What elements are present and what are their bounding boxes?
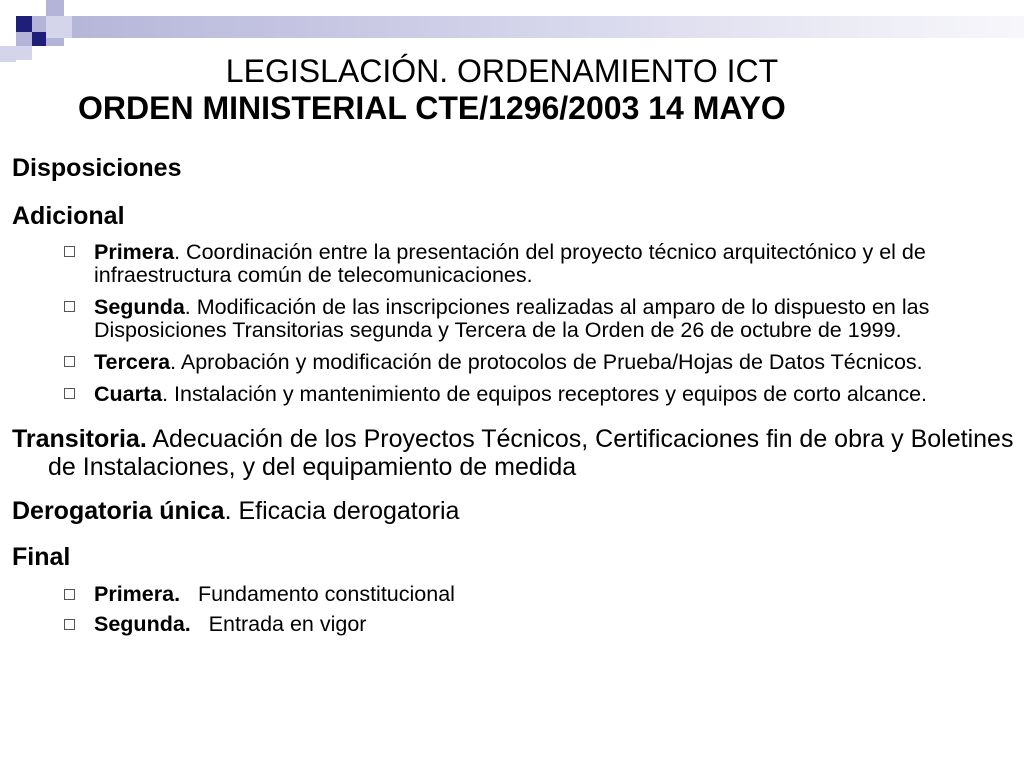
list-item xyxy=(12,296,1016,342)
item-label: Primera xyxy=(94,240,175,264)
derogatoria-paragraph xyxy=(12,497,1016,525)
slide-title: LEGISLACIÓN. ORDENAMIENTO ICT xyxy=(225,53,779,89)
item-text: . Instalación y mantenimiento de equipos receptores y equipos de corto alcance. xyxy=(162,382,928,406)
transitoria-text: Adecuación de los Proyectos Técnicos, Certificaciones fin de obra y Boletines de Instalaciones, y del equipamiento de medida xyxy=(48,425,1014,481)
item-text: . Modificación de las inscripciones realizadas al amparo de lo dispuesto en las Disposiciones Transitorias segunda y Tercera de la Orden de 26 de octubre de 1999. xyxy=(94,295,930,342)
checkbox-bullet-icon xyxy=(64,388,75,399)
heading-disposiciones: Disposiciones xyxy=(12,154,182,182)
list-item xyxy=(12,579,1016,609)
item-text: Entrada en vigor xyxy=(190,612,367,636)
item-text: . Coordinación entre la presentación del proyecto técnico arquitectónico y el de infraestructura común de telecomunicaciones. xyxy=(94,240,926,287)
transitoria-label: Transitoria. xyxy=(12,425,147,453)
derogatoria-label: Derogatoria única xyxy=(12,497,225,525)
list-item xyxy=(12,351,1016,374)
final-list xyxy=(12,579,1016,639)
checkbox-bullet-icon xyxy=(64,356,75,367)
item-label: Cuarta xyxy=(94,382,163,406)
item-label: Segunda. xyxy=(94,612,191,636)
list-item xyxy=(12,609,1016,639)
item-label: Tercera xyxy=(94,350,171,374)
checkbox-bullet-icon xyxy=(64,246,75,257)
header-bar xyxy=(72,16,1024,38)
checkbox-bullet-icon xyxy=(64,619,75,630)
item-label: Segunda xyxy=(94,295,185,319)
adicional-list xyxy=(12,241,1016,406)
slide-subtitle: ORDEN MINISTERIAL CTE/1296/2003 14 MAYO xyxy=(78,90,786,126)
transitoria-paragraph xyxy=(12,425,1016,481)
item-text: Fundamento constitucional xyxy=(180,582,455,606)
checkbox-bullet-icon xyxy=(64,301,75,312)
checkbox-bullet-icon xyxy=(64,589,75,600)
item-label: Primera. xyxy=(94,582,181,606)
heading-final: Final xyxy=(12,543,71,571)
list-item xyxy=(12,241,1016,287)
item-text: . Aprobación y modificación de protocolos de Prueba/Hojas de Datos Técnicos. xyxy=(170,350,923,374)
list-item xyxy=(12,383,1016,406)
slide-body xyxy=(12,152,1016,639)
derogatoria-text: . Eficacia derogatoria xyxy=(224,497,460,525)
heading-adicional: Adicional xyxy=(12,202,125,230)
